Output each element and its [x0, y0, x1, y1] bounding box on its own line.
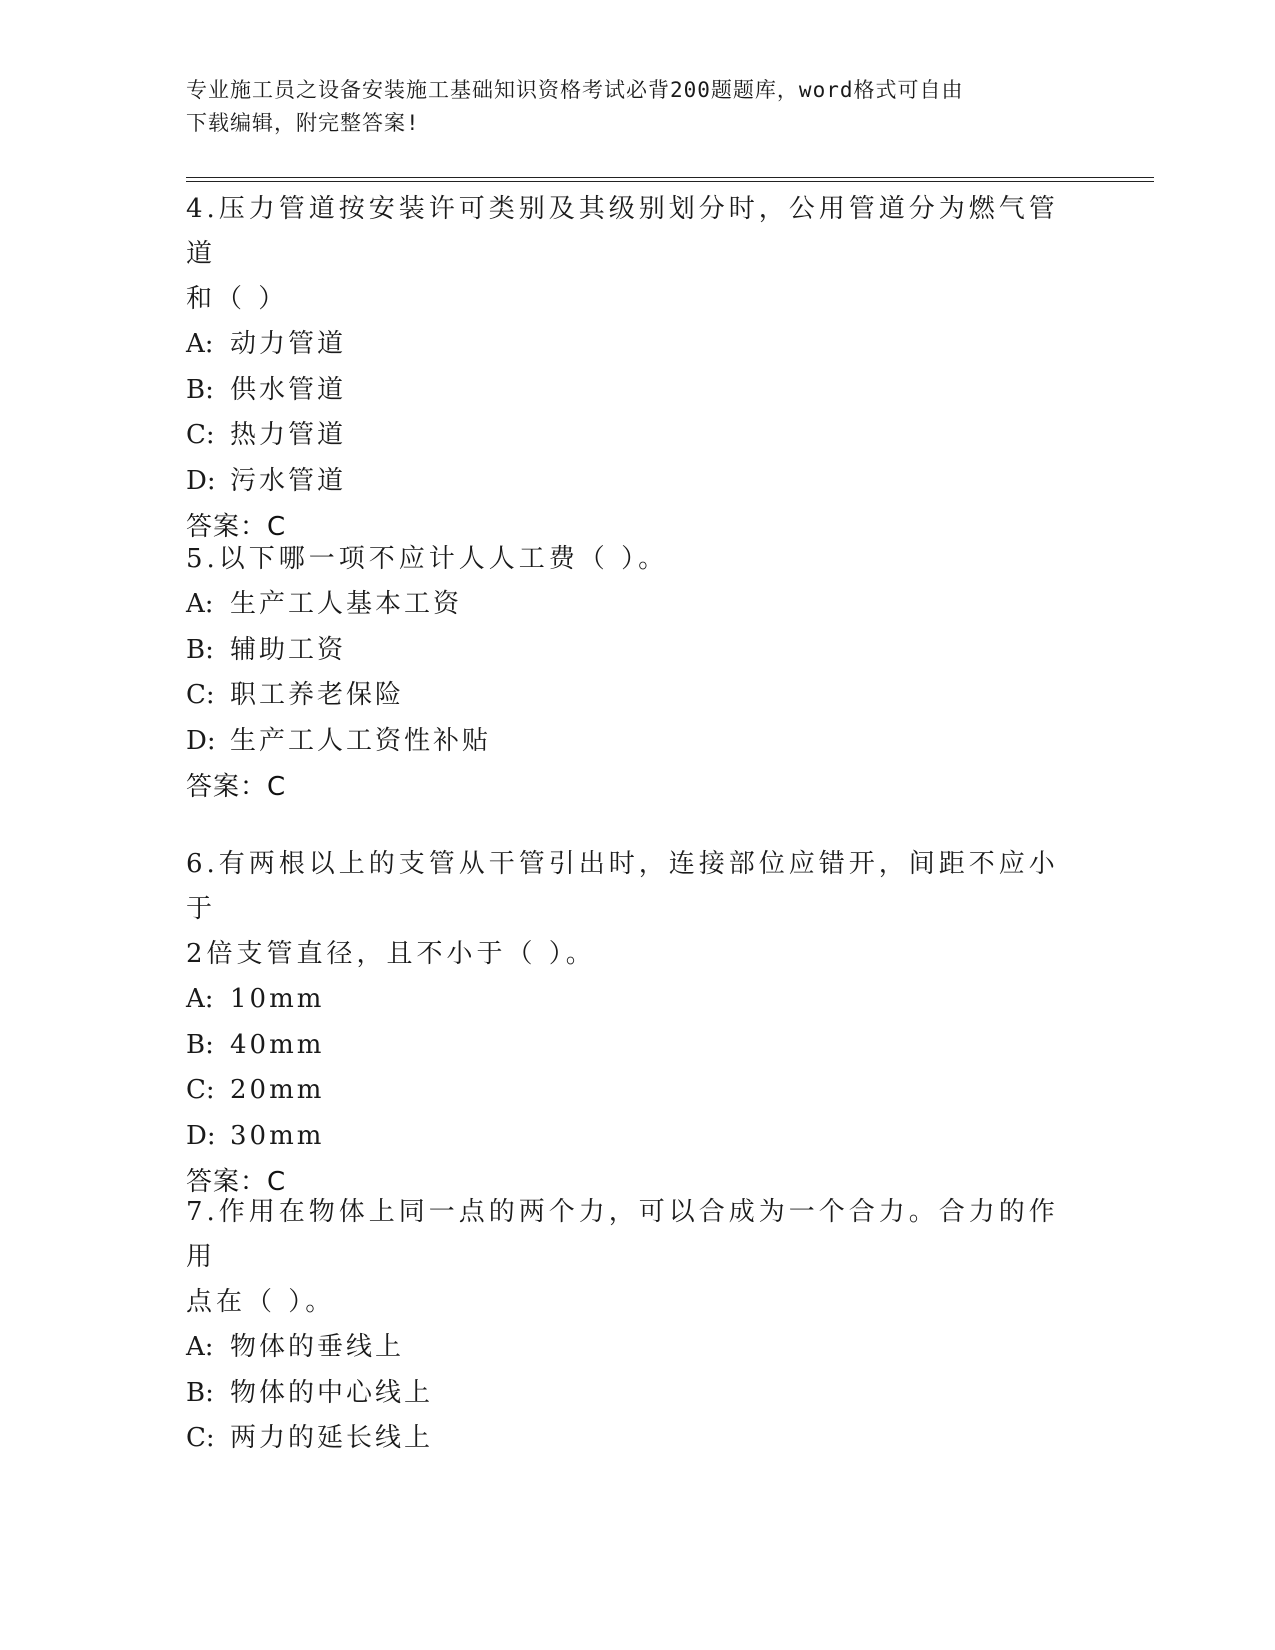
option-b — [186, 628, 1066, 674]
option-text: 两力的延长线上 — [230, 1423, 434, 1453]
option-label: C: — [186, 1423, 215, 1453]
question-stem-line: 6.有两根以上的支管从干管引出时，连接部位应错开，间距不应小于 — [186, 849, 1059, 924]
option-label: A: — [186, 589, 214, 619]
option-text: 物体的垂线上 — [230, 1332, 405, 1362]
option-text: 职工养老保险 — [230, 680, 405, 710]
option-d — [186, 459, 1066, 505]
option-text: 物体的中心线上 — [230, 1377, 434, 1408]
question-5 — [186, 537, 1066, 810]
answer: 答案：C — [186, 772, 287, 802]
answer: 答案：C — [186, 512, 287, 542]
option-a — [186, 582, 1066, 628]
option-text: 生产工人基本工资 — [230, 589, 463, 619]
header-divider-bottom — [186, 181, 1154, 182]
question-stem-line: 2倍支管直径，且不小于（ ）。 — [186, 939, 596, 969]
question-stem-line: 5.以下哪一项不应计人人工费（ ）。 — [186, 544, 669, 574]
option-a — [186, 977, 1066, 1023]
option-text: 辅助工资 — [230, 634, 347, 665]
option-text: 热力管道 — [230, 420, 347, 450]
option-b — [186, 368, 1066, 414]
header-line-2: 下载编辑，附完整答案! — [186, 111, 420, 135]
option-label: B: — [186, 1029, 214, 1060]
option-a — [186, 322, 1066, 368]
header-divider-top — [186, 177, 1154, 178]
option-label: D: — [186, 1120, 216, 1151]
option-label: D: — [186, 465, 216, 496]
question-stem-line: 点在（ ）。 — [186, 1287, 336, 1317]
option-label: B: — [186, 1377, 214, 1408]
option-text: 生产工人工资性补贴 — [230, 725, 492, 756]
option-label: C: — [186, 1075, 215, 1105]
question-4 — [186, 187, 1066, 550]
question-stem-line: 4.压力管道按安装许可类别及其级别划分时，公用管道分为燃气管道 — [186, 194, 1059, 269]
option-d — [186, 1114, 1066, 1160]
option-text: 40mm — [230, 1029, 325, 1060]
option-b — [186, 1371, 1066, 1417]
option-c — [186, 1416, 1066, 1462]
option-c — [186, 673, 1066, 719]
question-stem-line: 和（ ） — [186, 284, 289, 314]
option-text: 10mm — [230, 984, 325, 1014]
question-stem-line: 7.作用在物体上同一点的两个力，可以合成为一个合力。合力的作用 — [186, 1197, 1059, 1272]
option-text: 20mm — [230, 1075, 325, 1105]
option-text: 动力管道 — [230, 329, 347, 359]
option-label: C: — [186, 420, 215, 450]
option-label: B: — [186, 634, 214, 665]
option-c — [186, 413, 1066, 459]
question-6 — [186, 842, 1066, 1205]
option-b — [186, 1023, 1066, 1069]
document-header — [186, 74, 1066, 140]
option-text: 供水管道 — [230, 374, 347, 405]
option-label: A: — [186, 984, 214, 1014]
option-a — [186, 1325, 1066, 1371]
answer: 答案：C — [186, 1167, 287, 1197]
option-label: D: — [186, 725, 216, 756]
option-text: 污水管道 — [230, 465, 347, 496]
question-7 — [186, 1190, 1066, 1462]
option-label: B: — [186, 374, 214, 405]
option-label: C: — [186, 680, 215, 710]
header-line-1: 专业施工员之设备安装施工基础知识资格考试必背200题题库，word格式可自由 — [186, 78, 964, 102]
option-c — [186, 1068, 1066, 1114]
option-label: A: — [186, 1332, 214, 1362]
option-text: 30mm — [230, 1120, 325, 1151]
option-d — [186, 719, 1066, 765]
option-label: A: — [186, 329, 214, 359]
